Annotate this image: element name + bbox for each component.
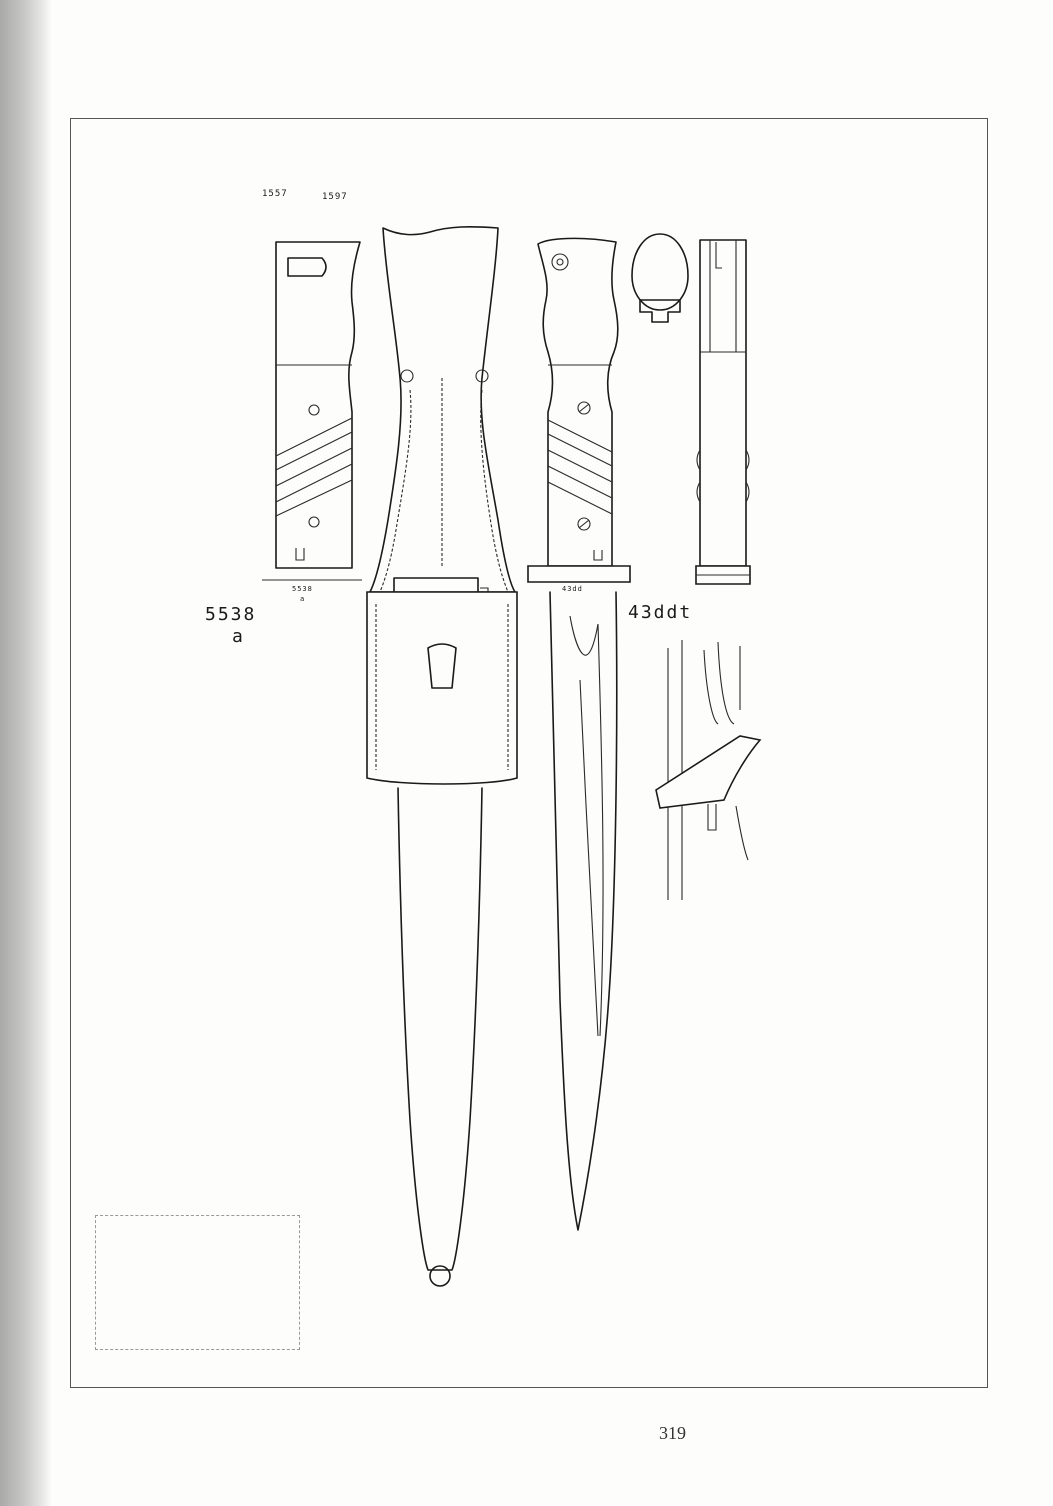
page-number: 319	[659, 1423, 686, 1443]
bayonet-full	[528, 238, 630, 1230]
marking-43ddt: 43ddt	[628, 602, 693, 623]
marking-5538: 5538	[205, 604, 257, 625]
stamp-1597: 1597	[322, 192, 348, 202]
marking-43dd-small: 43dd	[562, 585, 583, 593]
scabbard-with-frog	[367, 227, 517, 1286]
left-grip-plate	[262, 242, 362, 580]
crossguard-detail	[656, 640, 760, 900]
marking-a-small: a	[300, 595, 306, 603]
stamp-1557: 1557	[262, 189, 288, 199]
marking-5538-small: 5538	[292, 585, 313, 593]
grip-edge-view	[696, 240, 750, 584]
marking-a: a	[232, 626, 245, 647]
pommel-detail	[632, 234, 688, 322]
omitted-panel	[95, 1215, 300, 1350]
